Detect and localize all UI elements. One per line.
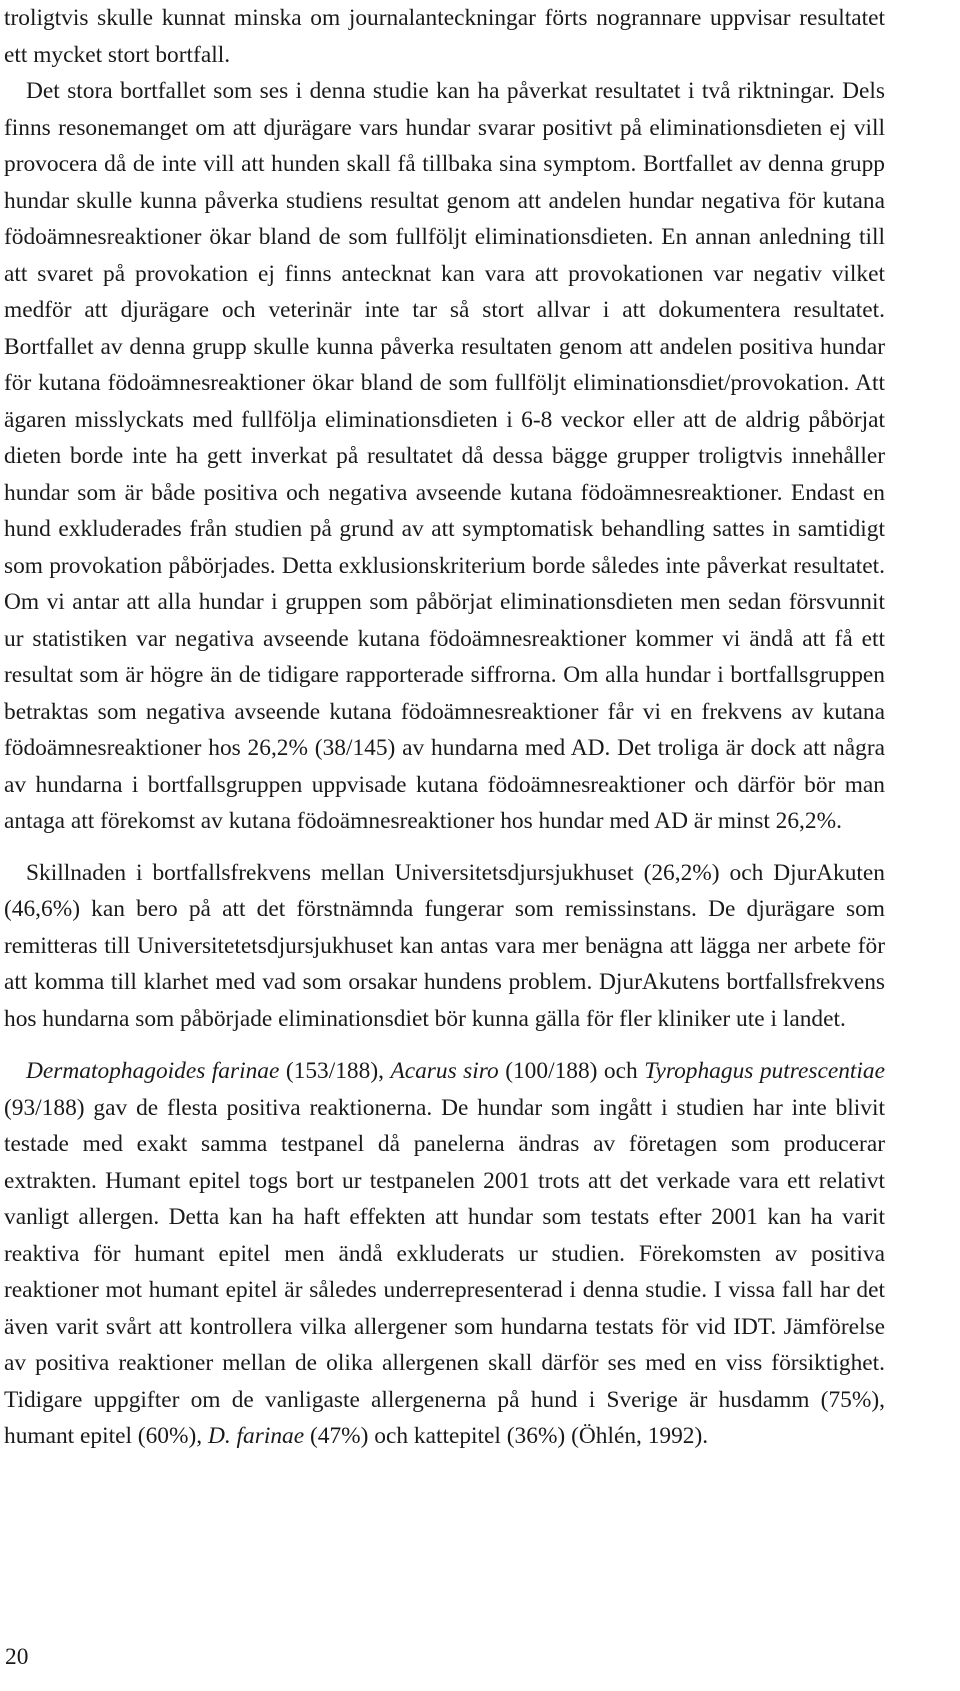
paragraph xyxy=(4,0,885,73)
species-name-italic: Acarus siro xyxy=(390,1058,499,1084)
text-run: (47%) och kattepitel (36%) (Öhlén, 1992). xyxy=(304,1423,709,1449)
text-run: (153/188), xyxy=(279,1058,391,1084)
text-run: (100/188) och xyxy=(498,1058,645,1084)
text-run: troligtvis skulle kunnat minska om journalanteckningar förts nogrannare uppvisar resultatet ett mycket stort bortfall. xyxy=(4,5,885,68)
page-number: 20 xyxy=(5,1644,29,1670)
text-run: Skillnaden i bortfallsfrekvens mellan Universitetsdjursjukhuset (26,2%) och DjurAkuten (46,6%) kan bero på att det förstnämnda fungerar som remissinstans. De djurägare som remitteras till Universitetetsdjursjukhuset kan antas vara mer benägna att lägga ner arbete för att komma till klarhet med vad som orsakar hundens problem. DjurAkutens bortfallsfrekvens hos hundarna som påbörjade eliminationsdiet bör kunna gälla för fler kliniker ute i landet. xyxy=(4,859,885,1032)
text-run: Det stora bortfallet som ses i denna studie kan ha påverkat resultatet i två riktningar. Dels finns resonemanget om att djurägare vars hundar svarar positivt på eliminationsdieten ej vill provocera då de inte vill att hunden skall få tillbaka sina symptom. Bortfallet av denna grupp hundar skulle kunna påverka studiens resultat genom att andelen hundar negativa för kutana födoämnesreaktioner ökar bland de som fullföljt eliminationsdieten. En annan anledning till att svaret på provokation ej finns antecknat kan vara att provokationen var negativ vilket medför att djurägare och veterinär inte tar så stort allvar i att dokumentera resultatet. Bortfallet av denna grupp skulle kunna påverka resultaten genom att andelen positiva hundar för kutana födoämnesreaktioner ökar bland de som fullföljt eliminationsdiet/provokation. Att ägaren misslyckats med fullfölja eliminationsdieten i 6-8 veckor eller att de aldrig påbörjat dieten borde inte ha gett inverkat på resultatet då dessa bägge grupper troligtvis innehåller hundar som är både positiva och negativa avseende kutana födoämnesreaktioner. Endast en hund exkluderades från studien på grund av att symptomatisk behandling sattes in samtidigt som provokation påbörjades. Detta exklusionskriterium borde således inte påverkat resultatet. Om vi antar att alla hundar i gruppen som påbörjat eliminationsdieten men sedan försvunnit ur statistiken var negativa avseende kutana födoämnesreaktioner kommer vi ändå att få ett resultat som är högre än de tidigare rapporterade siffrorna. Om alla hundar i bortfallsgruppen betraktas som negativa avseende kutana födoämnesreaktioner får vi en frekvens av kutana födoämnesreaktioner hos 26,2% (38/145) av hundarna med AD. Det troliga är dock att några av hundarna i bortfallsgruppen uppvisade kutana födoämnesreaktioner och därför bör man antaga att förekomst av kutana födoämnesreaktioner hos hundar med AD är minst 26,2%. xyxy=(4,78,885,834)
paragraph xyxy=(4,855,885,1038)
species-name-italic: Dermatophagoides farinae xyxy=(26,1058,280,1084)
paragraph xyxy=(4,1053,885,1455)
document-page xyxy=(4,0,885,1455)
text-run: (93/188) gav de flesta positiva reaktionerna. De hundar som ingått i studien har inte blivit testade med exakt samma testpanel då panelerna ändras av företagen som producerar extrakten. Humant epitel togs bort ur testpanelen 2001 trots att det verkade vara ett relativt vanligt allergen. Detta kan ha haft effekten att hundar som testats efter 2001 kan ha varit reaktiva för humant epitel men ändå exkluderats ur studien. Förekomsten av positiva reaktioner mot humant epitel är således underrepresenterad i denna studie. I vissa fall har det även varit svårt att kontrollera vilka allergener som hundarna testats för vid IDT. Jämförelse av positiva reaktioner mellan de olika allergenen skall därför ses med en viss försiktighet. Tidigare uppgifter om de vanligaste allergenerna på hund i Sverige är husdamm (75%), humant epitel (60%), xyxy=(4,1094,885,1449)
species-name-italic: Tyrophagus putrescentiae xyxy=(644,1058,885,1084)
species-name-italic: D. farinae xyxy=(207,1423,305,1449)
paragraph xyxy=(4,73,885,840)
